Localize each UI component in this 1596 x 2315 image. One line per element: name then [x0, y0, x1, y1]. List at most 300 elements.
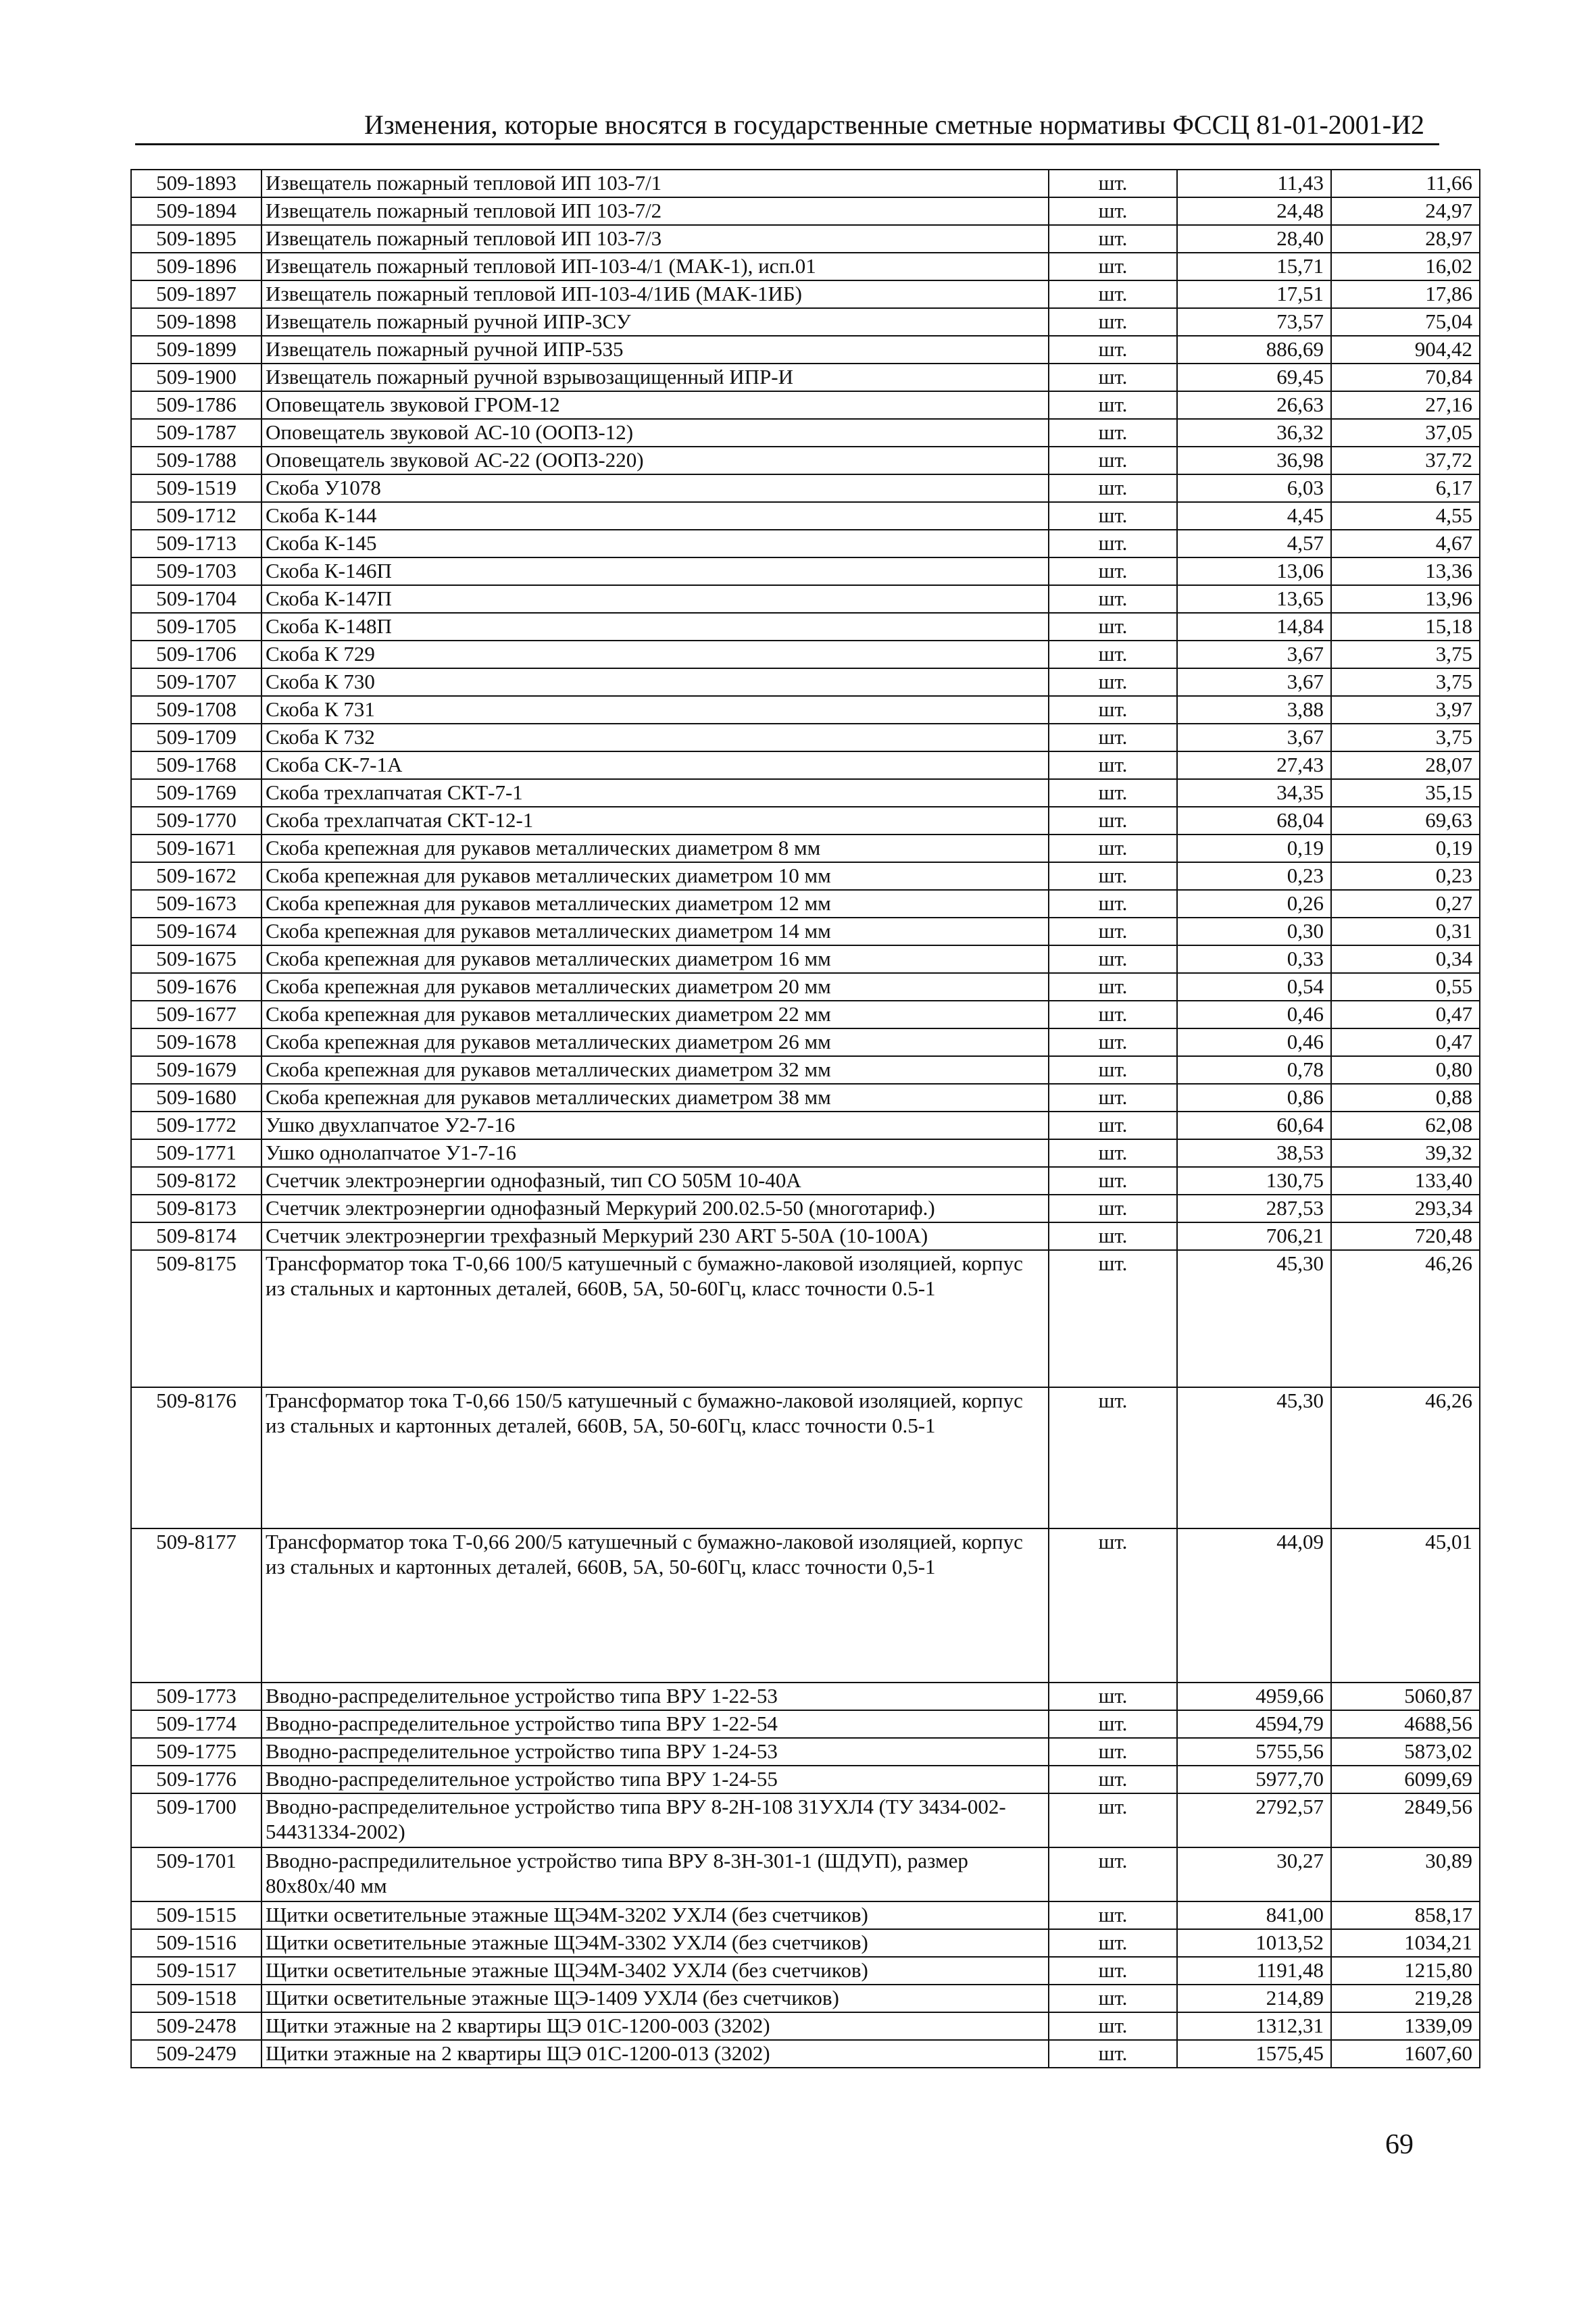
table-row [131, 613, 1480, 641]
item-name: Скоба крепежная для рукавов металлических диаметром 12 мм [261, 890, 1049, 918]
item-price-2: 0,47 [1331, 1001, 1480, 1028]
item-name: Оповещатель звуковой АС-10 (ООПЗ-12) [261, 419, 1049, 447]
item-unit: шт. [1049, 1793, 1177, 1847]
item-price-1: 45,30 [1177, 1250, 1331, 1387]
item-price-2: 0,31 [1331, 918, 1480, 945]
item-unit: шт. [1049, 613, 1177, 641]
item-unit: шт. [1049, 1056, 1177, 1084]
item-price-2: 133,40 [1331, 1167, 1480, 1195]
item-code: 509-1703 [131, 557, 261, 585]
item-code: 509-1680 [131, 1084, 261, 1112]
price-table [130, 169, 1480, 2068]
item-unit: шт. [1049, 225, 1177, 253]
item-price-2: 2849,56 [1331, 1793, 1480, 1847]
item-code: 509-1712 [131, 502, 261, 530]
table-row [131, 1683, 1480, 1710]
item-price-1: 0,23 [1177, 862, 1331, 890]
item-name: Щитки осветительные этажные ЩЭ4М-3402 УХЛ4 (без счетчиков) [261, 1957, 1049, 1985]
item-unit: шт. [1049, 1084, 1177, 1112]
table-row [131, 751, 1480, 779]
item-code: 509-1899 [131, 336, 261, 364]
item-code: 509-8174 [131, 1222, 261, 1250]
item-code: 509-8173 [131, 1195, 261, 1222]
item-name: Счетчик электроэнергии трехфазный Меркурий 230 ART 5-50А (10-100А) [261, 1222, 1049, 1250]
item-price-2: 0,55 [1331, 973, 1480, 1001]
item-price-2: 11,66 [1331, 170, 1480, 197]
item-code: 509-1518 [131, 1985, 261, 2012]
item-code: 509-1705 [131, 613, 261, 641]
item-price-1: 0,26 [1177, 890, 1331, 918]
table-row [131, 419, 1480, 447]
item-name: Извещатель пожарный ручной ИПР-535 [261, 336, 1049, 364]
table-body [131, 170, 1480, 2068]
table-row [131, 835, 1480, 862]
item-price-2: 75,04 [1331, 308, 1480, 336]
item-unit: шт. [1049, 1139, 1177, 1167]
item-unit: шт. [1049, 1985, 1177, 2012]
table-row [131, 336, 1480, 364]
table-row [131, 391, 1480, 419]
table-row [131, 2012, 1480, 2040]
item-unit: шт. [1049, 1387, 1177, 1528]
item-unit: шт. [1049, 668, 1177, 696]
table-row [131, 1250, 1480, 1387]
item-unit: шт. [1049, 945, 1177, 973]
item-code: 509-1708 [131, 696, 261, 724]
item-code: 509-1772 [131, 1112, 261, 1139]
table-row [131, 890, 1480, 918]
item-price-2: 28,07 [1331, 751, 1480, 779]
item-code: 509-8172 [131, 1167, 261, 1195]
item-price-1: 0,46 [1177, 1001, 1331, 1028]
item-unit: шт. [1049, 253, 1177, 280]
item-unit: шт. [1049, 1847, 1177, 1901]
item-name: Оповещатель звуковой АС-22 (ООПЗ-220) [261, 447, 1049, 474]
item-unit: шт. [1049, 835, 1177, 862]
table-row [131, 1028, 1480, 1056]
item-price-2: 720,48 [1331, 1222, 1480, 1250]
table-row [131, 225, 1480, 253]
item-price-2: 0,47 [1331, 1028, 1480, 1056]
page-header [135, 108, 1439, 145]
table-row [131, 1710, 1480, 1738]
item-code: 509-1671 [131, 835, 261, 862]
table-row [131, 779, 1480, 807]
table-row [131, 1985, 1480, 2012]
item-unit: шт. [1049, 1001, 1177, 1028]
table-row [131, 668, 1480, 696]
item-code: 509-1516 [131, 1929, 261, 1957]
item-name: Счетчик электроэнергии однофазный Меркурий 200.02.5-50 (многотариф.) [261, 1195, 1049, 1222]
item-code: 509-1701 [131, 1847, 261, 1901]
table-row [131, 1084, 1480, 1112]
table-row [131, 585, 1480, 613]
item-name: Щитки этажные на 2 квартиры ЩЭ 01С-1200-003 (3202) [261, 2012, 1049, 2040]
item-name: Оповещатель звуковой ГРОМ-12 [261, 391, 1049, 419]
item-name: Извещатель пожарный тепловой ИП 103-7/3 [261, 225, 1049, 253]
item-code: 509-1897 [131, 280, 261, 308]
item-name: Скоба крепежная для рукавов металлических диаметром 22 мм [261, 1001, 1049, 1028]
item-code: 509-2479 [131, 2040, 261, 2068]
table-row [131, 308, 1480, 336]
item-price-1: 706,21 [1177, 1222, 1331, 1250]
item-price-1: 1575,45 [1177, 2040, 1331, 2068]
item-price-1: 3,67 [1177, 641, 1331, 668]
item-code: 509-1895 [131, 225, 261, 253]
item-unit: шт. [1049, 641, 1177, 668]
table-row [131, 197, 1480, 225]
item-price-2: 4,55 [1331, 502, 1480, 530]
table-row [131, 502, 1480, 530]
table-row [131, 1001, 1480, 1028]
item-price-1: 0,19 [1177, 835, 1331, 862]
item-price-2: 15,18 [1331, 613, 1480, 641]
item-name: Скоба крепежная для рукавов металлических диаметром 20 мм [261, 973, 1049, 1001]
item-unit: шт. [1049, 1250, 1177, 1387]
item-price-1: 60,64 [1177, 1112, 1331, 1139]
item-name: Вводно-распределительное устройство типа ВРУ 1-22-53 [261, 1683, 1049, 1710]
item-price-2: 30,89 [1331, 1847, 1480, 1901]
item-price-1: 24,48 [1177, 197, 1331, 225]
item-unit: шт. [1049, 2040, 1177, 2068]
item-unit: шт. [1049, 1028, 1177, 1056]
item-name: Извещатель пожарный ручной ИПР-3СУ [261, 308, 1049, 336]
item-name: Скоба К-145 [261, 530, 1049, 557]
item-name: Скоба крепежная для рукавов металлических диаметром 14 мм [261, 918, 1049, 945]
item-price-1: 130,75 [1177, 1167, 1331, 1195]
item-price-1: 841,00 [1177, 1901, 1331, 1929]
item-price-1: 73,57 [1177, 308, 1331, 336]
item-price-2: 1215,80 [1331, 1957, 1480, 1985]
item-price-1: 214,89 [1177, 1985, 1331, 2012]
table-row [131, 1957, 1480, 1985]
item-name: Скоба К-146П [261, 557, 1049, 585]
item-price-1: 0,54 [1177, 973, 1331, 1001]
table-row [131, 530, 1480, 557]
item-unit: шт. [1049, 1222, 1177, 1250]
item-unit: шт. [1049, 1710, 1177, 1738]
item-code: 509-1707 [131, 668, 261, 696]
item-price-2: 293,34 [1331, 1195, 1480, 1222]
item-code: 509-1675 [131, 945, 261, 973]
item-code: 509-1515 [131, 1901, 261, 1929]
item-price-1: 3,88 [1177, 696, 1331, 724]
item-unit: шт. [1049, 419, 1177, 447]
table-row [131, 945, 1480, 973]
item-name: Скоба К 732 [261, 724, 1049, 751]
item-code: 509-1773 [131, 1683, 261, 1710]
table-row [131, 1387, 1480, 1528]
item-price-1: 27,43 [1177, 751, 1331, 779]
page-number: 69 [1385, 2129, 1414, 2160]
item-price-2: 27,16 [1331, 391, 1480, 419]
item-name: Скоба крепежная для рукавов металлических диаметром 38 мм [261, 1084, 1049, 1112]
item-unit: шт. [1049, 1929, 1177, 1957]
item-unit: шт. [1049, 1766, 1177, 1793]
table-row [131, 1528, 1480, 1683]
item-code: 509-1700 [131, 1793, 261, 1847]
item-price-1: 36,32 [1177, 419, 1331, 447]
item-code: 509-1898 [131, 308, 261, 336]
item-unit: шт. [1049, 447, 1177, 474]
table-row [131, 641, 1480, 668]
item-price-1: 17,51 [1177, 280, 1331, 308]
table-row [131, 807, 1480, 835]
item-name: Ушко двухлапчатое У2-7-16 [261, 1112, 1049, 1139]
item-code: 509-1770 [131, 807, 261, 835]
item-unit: шт. [1049, 1957, 1177, 1985]
item-price-2: 5873,02 [1331, 1738, 1480, 1766]
item-unit: шт. [1049, 1683, 1177, 1710]
item-unit: шт. [1049, 779, 1177, 807]
item-name: Вводно-распределительное устройство типа ВРУ 1-22-54 [261, 1710, 1049, 1738]
item-price-1: 0,86 [1177, 1084, 1331, 1112]
item-unit: шт. [1049, 308, 1177, 336]
item-name: Ушко однолапчатое У1-7-16 [261, 1139, 1049, 1167]
item-price-2: 6099,69 [1331, 1766, 1480, 1793]
item-price-1: 11,43 [1177, 170, 1331, 197]
item-code: 509-1713 [131, 530, 261, 557]
item-price-1: 886,69 [1177, 336, 1331, 364]
item-code: 509-1894 [131, 197, 261, 225]
item-name: Извещатель пожарный тепловой ИП-103-4/1 (МАК-1), исп.01 [261, 253, 1049, 280]
table-row [131, 1929, 1480, 1957]
item-code: 509-1769 [131, 779, 261, 807]
item-name: Скоба крепежная для рукавов металлических диаметром 32 мм [261, 1056, 1049, 1084]
table-row [131, 1167, 1480, 1195]
item-name: Извещатель пожарный тепловой ИП 103-7/1 [261, 170, 1049, 197]
item-price-2: 0,80 [1331, 1056, 1480, 1084]
item-unit: шт. [1049, 696, 1177, 724]
item-unit: шт. [1049, 1112, 1177, 1139]
item-price-1: 4,45 [1177, 502, 1331, 530]
item-price-1: 26,63 [1177, 391, 1331, 419]
table-row [131, 280, 1480, 308]
table-row [131, 862, 1480, 890]
item-name: Счетчик электроэнергии однофазный, тип СО 505М 10-40А [261, 1167, 1049, 1195]
item-unit: шт. [1049, 280, 1177, 308]
item-unit: шт. [1049, 364, 1177, 391]
item-name: Вводно-распределительное устройство типа ВРУ 1-24-55 [261, 1766, 1049, 1793]
item-price-2: 37,05 [1331, 419, 1480, 447]
table-row [131, 696, 1480, 724]
item-name: Извещатель пожарный тепловой ИП-103-4/1ИБ (МАК-1ИБ) [261, 280, 1049, 308]
table-row [131, 364, 1480, 391]
table-row [131, 973, 1480, 1001]
item-unit: шт. [1049, 170, 1177, 197]
item-price-2: 17,86 [1331, 280, 1480, 308]
item-name: Скоба К-144 [261, 502, 1049, 530]
item-name: Щитки осветительные этажные ЩЭ4М-3302 УХЛ4 (без счетчиков) [261, 1929, 1049, 1957]
item-unit: шт. [1049, 502, 1177, 530]
item-name: Вводно-распределительное устройство типа ВРУ 1-24-53 [261, 1738, 1049, 1766]
item-code: 509-1786 [131, 391, 261, 419]
table-row [131, 1195, 1480, 1222]
item-code: 509-1771 [131, 1139, 261, 1167]
item-price-1: 0,30 [1177, 918, 1331, 945]
item-code: 509-1788 [131, 447, 261, 474]
item-name: Скоба К 730 [261, 668, 1049, 696]
item-price-2: 5060,87 [1331, 1683, 1480, 1710]
table-row [131, 1139, 1480, 1167]
table-row [131, 724, 1480, 751]
item-unit: шт. [1049, 530, 1177, 557]
table-row [131, 557, 1480, 585]
item-name: Скоба трехлапчатая СКТ-7-1 [261, 779, 1049, 807]
item-price-2: 39,32 [1331, 1139, 1480, 1167]
item-unit: шт. [1049, 890, 1177, 918]
item-unit: шт. [1049, 2012, 1177, 2040]
item-code: 509-1679 [131, 1056, 261, 1084]
table-row [131, 447, 1480, 474]
item-code: 509-1676 [131, 973, 261, 1001]
item-price-2: 46,26 [1331, 1387, 1480, 1528]
item-price-2: 219,28 [1331, 1985, 1480, 2012]
item-price-2: 1607,60 [1331, 2040, 1480, 2068]
item-name: Скоба К 731 [261, 696, 1049, 724]
item-unit: шт. [1049, 585, 1177, 613]
item-price-1: 14,84 [1177, 613, 1331, 641]
item-unit: шт. [1049, 391, 1177, 419]
item-price-1: 34,35 [1177, 779, 1331, 807]
item-unit: шт. [1049, 474, 1177, 502]
item-name: Щитки этажные на 2 квартиры ЩЭ 01С-1200-013 (3202) [261, 2040, 1049, 2068]
item-name: Скоба крепежная для рукавов металлических диаметром 8 мм [261, 835, 1049, 862]
item-price-1: 1191,48 [1177, 1957, 1331, 1985]
item-price-2: 24,97 [1331, 197, 1480, 225]
item-price-2: 0,88 [1331, 1084, 1480, 1112]
item-price-2: 6,17 [1331, 474, 1480, 502]
item-price-1: 0,46 [1177, 1028, 1331, 1056]
item-price-1: 287,53 [1177, 1195, 1331, 1222]
item-name: Скоба крепежная для рукавов металлических диаметром 16 мм [261, 945, 1049, 973]
table-row [131, 170, 1480, 197]
item-code: 509-1673 [131, 890, 261, 918]
item-price-2: 62,08 [1331, 1112, 1480, 1139]
item-price-2: 16,02 [1331, 253, 1480, 280]
item-price-2: 1034,21 [1331, 1929, 1480, 1957]
item-code: 509-1704 [131, 585, 261, 613]
item-price-2: 4688,56 [1331, 1710, 1480, 1738]
item-price-1: 13,65 [1177, 585, 1331, 613]
item-price-1: 5977,70 [1177, 1766, 1331, 1793]
item-price-1: 36,98 [1177, 447, 1331, 474]
item-name: Скоба К-147П [261, 585, 1049, 613]
table-row [131, 1222, 1480, 1250]
item-code: 509-8176 [131, 1387, 261, 1528]
item-price-2: 3,75 [1331, 641, 1480, 668]
item-name: Скоба крепежная для рукавов металлических диаметром 10 мм [261, 862, 1049, 890]
item-name: Скоба К 729 [261, 641, 1049, 668]
item-name: Скоба К-148П [261, 613, 1049, 641]
item-unit: шт. [1049, 336, 1177, 364]
item-unit: шт. [1049, 751, 1177, 779]
item-name: Трансформатор тока Т-0,66 100/5 катушечный с бумажно-лаковой изоляцией, корпус из стальных и картонных деталей, 660В, 5А, 50-60Гц, класс точности 0.5-1 [261, 1250, 1049, 1387]
item-unit: шт. [1049, 1167, 1177, 1195]
item-price-2: 70,84 [1331, 364, 1480, 391]
item-code: 509-1706 [131, 641, 261, 668]
item-price-1: 6,03 [1177, 474, 1331, 502]
table-row [131, 1901, 1480, 1929]
item-code: 509-1709 [131, 724, 261, 751]
item-name: Скоба крепежная для рукавов металлических диаметром 26 мм [261, 1028, 1049, 1056]
table-row [131, 1793, 1480, 1847]
item-price-2: 69,63 [1331, 807, 1480, 835]
item-price-2: 3,75 [1331, 668, 1480, 696]
item-name: Трансформатор тока Т-0,66 200/5 катушечный с бумажно-лаковой изоляцией, корпус из стальных и картонных деталей, 660В, 5А, 50-60Гц, класс точности 0,5-1 [261, 1528, 1049, 1683]
item-price-2: 0,34 [1331, 945, 1480, 973]
item-price-2: 13,96 [1331, 585, 1480, 613]
item-code: 509-1776 [131, 1766, 261, 1793]
item-price-1: 45,30 [1177, 1387, 1331, 1528]
item-unit: шт. [1049, 918, 1177, 945]
table-row [131, 1738, 1480, 1766]
item-name: Щитки осветительные этажные ЩЭ-1409 УХЛ4 (без счетчиков) [261, 1985, 1049, 2012]
item-name: Вводно-распредилительное устройство типа ВРУ 8-3Н-301-1 (ШДУП), размер 80х80х/40 мм [261, 1847, 1049, 1901]
item-code: 509-1787 [131, 419, 261, 447]
item-unit: шт. [1049, 1195, 1177, 1222]
item-name: Извещатель пожарный тепловой ИП 103-7/2 [261, 197, 1049, 225]
item-code: 509-8175 [131, 1250, 261, 1387]
item-code: 509-1674 [131, 918, 261, 945]
item-price-1: 0,33 [1177, 945, 1331, 973]
item-unit: шт. [1049, 724, 1177, 751]
item-price-2: 0,27 [1331, 890, 1480, 918]
item-name: Скоба У1078 [261, 474, 1049, 502]
item-price-2: 0,23 [1331, 862, 1480, 890]
table-row [131, 1112, 1480, 1139]
item-price-1: 3,67 [1177, 668, 1331, 696]
item-unit: шт. [1049, 1738, 1177, 1766]
item-unit: шт. [1049, 973, 1177, 1001]
item-price-2: 45,01 [1331, 1528, 1480, 1683]
item-code: 509-2478 [131, 2012, 261, 2040]
item-price-1: 38,53 [1177, 1139, 1331, 1167]
item-price-1: 2792,57 [1177, 1793, 1331, 1847]
item-price-2: 1339,09 [1331, 2012, 1480, 2040]
item-price-1: 1312,31 [1177, 2012, 1331, 2040]
item-price-2: 46,26 [1331, 1250, 1480, 1387]
table-row [131, 253, 1480, 280]
item-price-2: 37,72 [1331, 447, 1480, 474]
table-row [131, 2040, 1480, 2068]
item-code: 509-1678 [131, 1028, 261, 1056]
item-price-1: 68,04 [1177, 807, 1331, 835]
item-name: Вводно-распределительное устройство типа ВРУ 8-2Н-108 31УХЛ4 (ТУ 3434-002-54431334-2002) [261, 1793, 1049, 1847]
item-unit: шт. [1049, 1528, 1177, 1683]
item-price-1: 1013,52 [1177, 1929, 1331, 1957]
item-name: Скоба СК-7-1А [261, 751, 1049, 779]
item-price-1: 4959,66 [1177, 1683, 1331, 1710]
item-name: Скоба трехлапчатая СКТ-12-1 [261, 807, 1049, 835]
item-code: 509-1896 [131, 253, 261, 280]
item-price-2: 0,19 [1331, 835, 1480, 862]
item-code: 509-1517 [131, 1957, 261, 1985]
item-price-2: 3,75 [1331, 724, 1480, 751]
item-unit: шт. [1049, 862, 1177, 890]
item-name: Щитки осветительные этажные ЩЭ4М-3202 УХЛ4 (без счетчиков) [261, 1901, 1049, 1929]
item-price-2: 13,36 [1331, 557, 1480, 585]
item-price-1: 69,45 [1177, 364, 1331, 391]
table-row [131, 1056, 1480, 1084]
table-row [131, 1766, 1480, 1793]
item-name: Извещатель пожарный ручной взрывозащищенный ИПР-И [261, 364, 1049, 391]
item-name: Трансформатор тока Т-0,66 150/5 катушечный с бумажно-лаковой изоляцией, корпус из стальных и картонных деталей, 660В, 5А, 50-60Гц, класс точности 0.5-1 [261, 1387, 1049, 1528]
item-unit: шт. [1049, 197, 1177, 225]
item-code: 509-1677 [131, 1001, 261, 1028]
item-price-1: 5755,56 [1177, 1738, 1331, 1766]
item-price-1: 4,57 [1177, 530, 1331, 557]
